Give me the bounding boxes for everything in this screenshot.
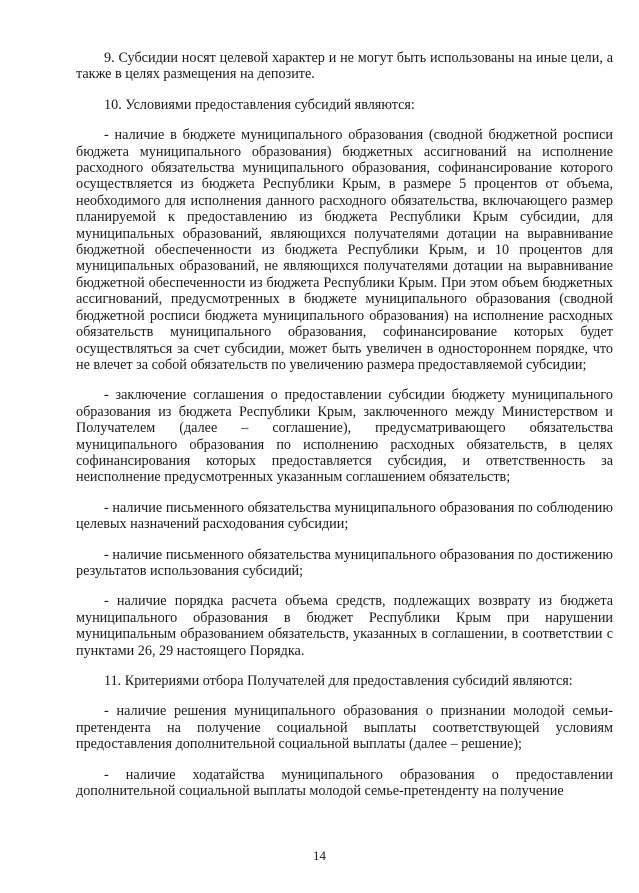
criterion-decision: - наличие решения муниципального образования о признании молодой семьи-претендента на получение социальной выплаты соответствующей условиям предоставления дополнительной социальной выплаты (далее – решение);	[76, 703, 613, 753]
condition-agreement: - заключение соглашения о предоставлении субсидии бюджету муниципального образования из бюджета Республики Крым, заключенного между Министерством и Получателем (далее – соглашение), предусматривающего обязательства муниципального образования по исполнению расходных обязательств, в целях софинансирования которых предоставляется субсидия, и ответственность за неисполнение предусмотренных указанным соглашением обязательств;	[76, 387, 613, 486]
condition-budget-allocation: - наличие в бюджете муниципального образования (сводной бюджетной росписи бюджета муниципального образования) бюджетных ассигнований на исполнение расходного обязательства муниципального образования, софинансирование которого осуществляется из бюджета Республики Крым, в размере 5 процентов от объема, необходимого для исполнения данного расходного обязательства, включающего размер планируемой к предоставлению из бюджета Республики Крым субсидии, для муниципальных образований, являющихся получателями дотации на выравнивание бюджетной обеспеченности из бюджета Республики Крым, и 10 процентов для муниципальных образований, не являющихся получателями дотации на выравнивание бюджетной обеспеченности из бюджета Республики Крым. При этом объем бюджетных ассигнований, предусмотренных в бюджете муниципального образования (сводной бюджетной росписи бюджета муниципального образования) на исполнение расходных обязательств муниципального образования, софинансирование которых будет осуществляться за счет субсидии, может быть увеличен в одностороннем порядке, что не влечет за собой обязательств по увеличению размера предоставляемой субсидии;	[76, 127, 613, 373]
paragraph-11-heading: 11. Критериями отбора Получателей для предоставления субсидий являются:	[104, 673, 573, 689]
page-number: 14	[313, 848, 326, 863]
condition-refund-procedure: - наличие порядка расчета объема средств, подлежащих возврату из бюджета муниципального образования в бюджет Республики Крым при нарушении муниципальным образованием обязательств, указанных в соглашении, в соответствии с пунктами 26, 29 настоящего Порядка.	[76, 593, 613, 659]
criterion-petition: - наличие ходатайства муниципального образования о предоставлении дополнительной социальной выплаты молодой семье-претенденту на получение	[76, 766, 613, 800]
condition-target-usage-obligation: - наличие письменного обязательства муниципального образования по соблюдению целевых назначений расходования субсидии;	[76, 499, 613, 533]
paragraph-9: 9. Субсидии носят целевой характер и не могут быть использованы на иные цели, а также в целях размещения на депозите.	[76, 50, 613, 83]
condition-results-obligation: - наличие письменного обязательства муниципального образования по достижению результатов использования субсидий;	[76, 546, 613, 579]
paragraph-10-heading: 10. Условиями предоставления субсидий являются:	[104, 96, 415, 113]
